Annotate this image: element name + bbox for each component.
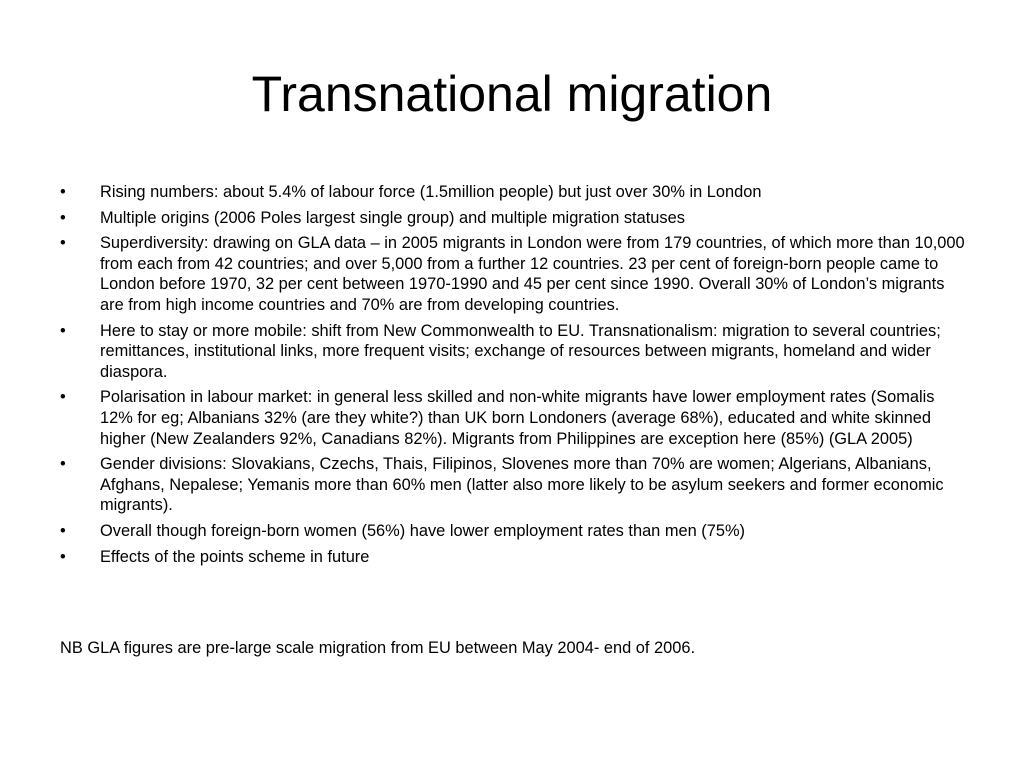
bullet-icon: • xyxy=(60,388,66,407)
bullet-text: Here to stay or more mobile: shift from New Commonwealth to EU. Transnationalism: migration to several countries; remittances, institutional links, more frequent visits; exchange of resources between migrants, homeland and wider diaspora. xyxy=(100,321,941,381)
bullet-text: Superdiversity: drawing on GLA data – in 2005 migrants in London were from 179 countries, of which more than 10,000 from each from 42 countries; and over 5,000 from a further 12 countries. 23 per cent of foreign-born people came to London before 1970, 32 per cent between 1970-1990 and 45 per cent since 1990. Overall 30% of London’s migrants are from high income countries and 70% are from developing countries. xyxy=(100,234,965,314)
bullet-text: Effects of the points scheme in future xyxy=(100,547,370,566)
bullet-text: Polarisation in labour market: in general less skilled and non-white migrants have lower employment rates (Somalis 12% for eg; Albanians 32% (are they white?) than UK born Londoners (average 68%), educated and white skinned higher (New Zealanders 92%, Canadians 82%). Migrants from Philippines are exception here (85%) (GLA 2005) xyxy=(100,388,935,448)
list-item xyxy=(60,321,970,383)
bullet-icon: • xyxy=(60,455,66,474)
bullet-list xyxy=(60,182,970,572)
bullet-icon: • xyxy=(60,521,66,540)
bullet-icon: • xyxy=(60,208,66,227)
slide-title: Transnational migration xyxy=(251,66,773,122)
list-item xyxy=(60,454,970,516)
list-item xyxy=(60,387,970,449)
bullet-icon: • xyxy=(60,547,66,566)
bullet-text: Rising numbers: about 5.4% of labour force (1.5million people) but just over 30% in London xyxy=(100,183,762,201)
list-item xyxy=(60,547,970,568)
list-item xyxy=(60,233,970,315)
list-item xyxy=(60,208,970,229)
footnote: NB GLA figures are pre-large scale migration from EU between May 2004- end of 2006. xyxy=(60,639,696,657)
list-item xyxy=(60,182,970,203)
list-item xyxy=(60,521,970,542)
bullet-text: Gender divisions: Slovakians, Czechs, Thais, Filipinos, Slovenes more than 70% are women; Algerians, Albanians, Afghans, Nepalese; Yemanis more than 60% men (latter also more likely to be asylum seekers and former economic migrants). xyxy=(100,455,944,515)
bullet-icon: • xyxy=(60,234,66,253)
bullet-icon: • xyxy=(60,183,66,201)
bullet-text: Overall though foreign-born women (56%) have lower employment rates than men (75%) xyxy=(100,521,746,540)
bullet-text: Multiple origins (2006 Poles largest single group) and multiple migration statuses xyxy=(100,208,685,227)
bullet-icon: • xyxy=(60,321,66,340)
